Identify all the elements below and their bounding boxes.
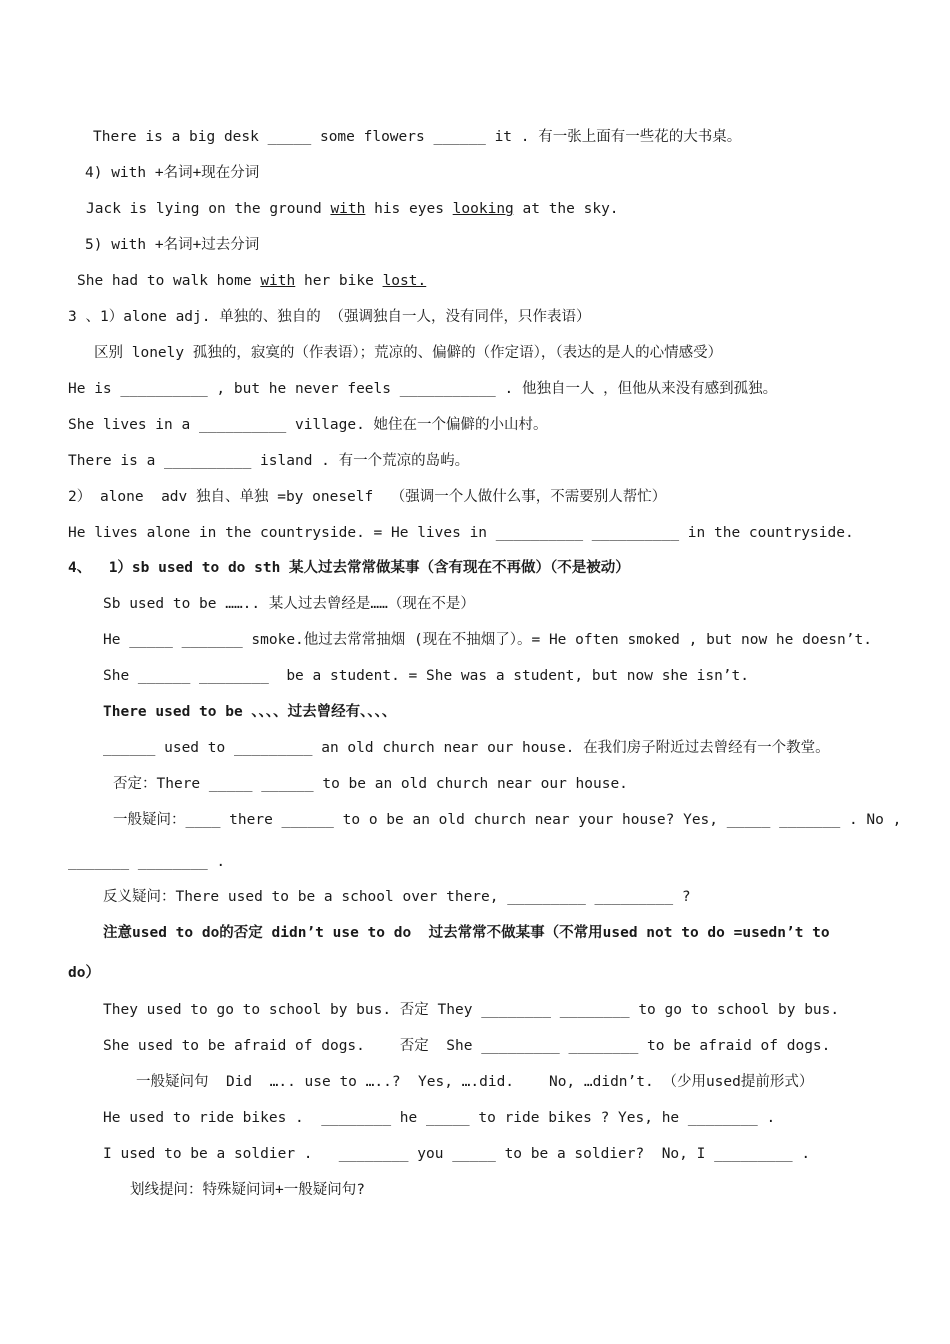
exercise-student: She ______ ________ be a student. = She was a student, but now she isn’t. xyxy=(103,668,750,684)
underlined-word: looking xyxy=(452,201,514,217)
example-desk: There is a big desk _____ some flowers ______ it . 有一张上面有一些花的大书桌。 xyxy=(93,129,742,145)
exercise-alone-1: He is __________ , but he never feels ___________ . 他独自一人 ，但他从来没有感到孤独。 xyxy=(68,381,778,397)
underlined-word: with xyxy=(260,273,296,289)
text-segment: his eyes xyxy=(365,201,453,217)
alone-adverb-rule: 2） alone adv 独自、单独 =by oneself （强调一个人做什么事，不需要别人帮忙） xyxy=(68,489,667,505)
lonely-distinction: 区别 lonely 孤独的，寂寞的（作表语）；荒凉的、偏僻的（作定语），（表达的是人的心情感受） xyxy=(94,345,723,361)
underlined-word: lost. xyxy=(382,273,427,289)
exercise-smoke: He _____ _______ smoke.他过去常常抽烟 (现在不抽烟了）。= He often smoked , but now he doesn’t. xyxy=(103,632,872,648)
text-segment: at the sky. xyxy=(513,201,619,217)
question-form-rule: 一般疑问句 Did ….. use to …..? Yes, ….did. No, …didn’t. （少用used提前形式） xyxy=(136,1074,814,1090)
exercise-dogs: She used to be afraid of dogs. 否定 She _________ ________ to be afraid of dogs. xyxy=(103,1038,831,1054)
note-negative-form-cont: do） xyxy=(68,965,100,981)
text-segment: She had to walk home xyxy=(77,273,261,289)
text-segment: Jack is lying on the ground xyxy=(86,201,331,217)
wh-question-rule: 划线提问：特殊疑问词+一般疑问句? xyxy=(130,1182,365,1198)
section-4-heading: 4、 1）sb used to do sth 某人过去常常做某事（含有现在不再做）（不是被动） xyxy=(68,560,630,576)
exercise-tag-question: 反义疑问：There used to be a school over there, _________ _________ ? xyxy=(103,889,691,905)
text-segment: her bike xyxy=(295,273,383,289)
exercise-countryside: He lives alone in the countryside. = He lives in __________ __________ in the countryside. xyxy=(68,525,854,541)
underlined-word: with xyxy=(330,201,366,217)
note-negative-form: 注意used to do的否定 didn’t use to do 过去常常不做某事（不常用used not to do =usedn’t to xyxy=(103,925,830,941)
exercise-church-negative: 否定：There _____ ______ to be an old church near our house. xyxy=(113,776,628,792)
exercise-church-answer: _______ ________ . xyxy=(68,854,226,870)
exercise-island: There is a __________ island . 有一个荒凉的岛屿。 xyxy=(68,453,470,469)
example-jack xyxy=(86,199,619,219)
exercise-church: ______ used to _________ an old church near our house. 在我们房子附近过去曾经有一个教堂。 xyxy=(103,740,830,756)
section-3-heading: 3 、1）alone adj. 单独的、独自的 （强调独自一人，没有同伴，只作表语） xyxy=(68,309,591,325)
used-to-be-rule: Sb used to be …….. 某人过去曾经是……（现在不是） xyxy=(103,596,475,612)
exercise-bus: They used to go to school by bus. 否定 They ________ ________ to go to school by bus. xyxy=(103,1002,840,1018)
there-used-to-be-rule: There used to be 、、、、过去曾经有、、、、 xyxy=(103,704,397,720)
exercise-bikes: He used to ride bikes . ________ he _____ to ride bikes ? Yes, he ________ . xyxy=(103,1110,776,1126)
exercise-village: She lives in a __________ village. 她住在一个偏僻的小山村。 xyxy=(68,417,548,433)
rule-with-past-participle: 5) with +名词+过去分词 xyxy=(85,237,260,253)
exercise-soldier: I used to be a soldier . ________ you _____ to be a soldier? No, I _________ . xyxy=(103,1146,811,1162)
example-bike xyxy=(77,271,426,291)
exercise-church-question: 一般疑问：____ there ______ to o be an old church near your house? Yes, _____ _______ . No , xyxy=(113,812,902,828)
rule-with-present-participle: 4) with +名词+现在分词 xyxy=(85,165,260,181)
